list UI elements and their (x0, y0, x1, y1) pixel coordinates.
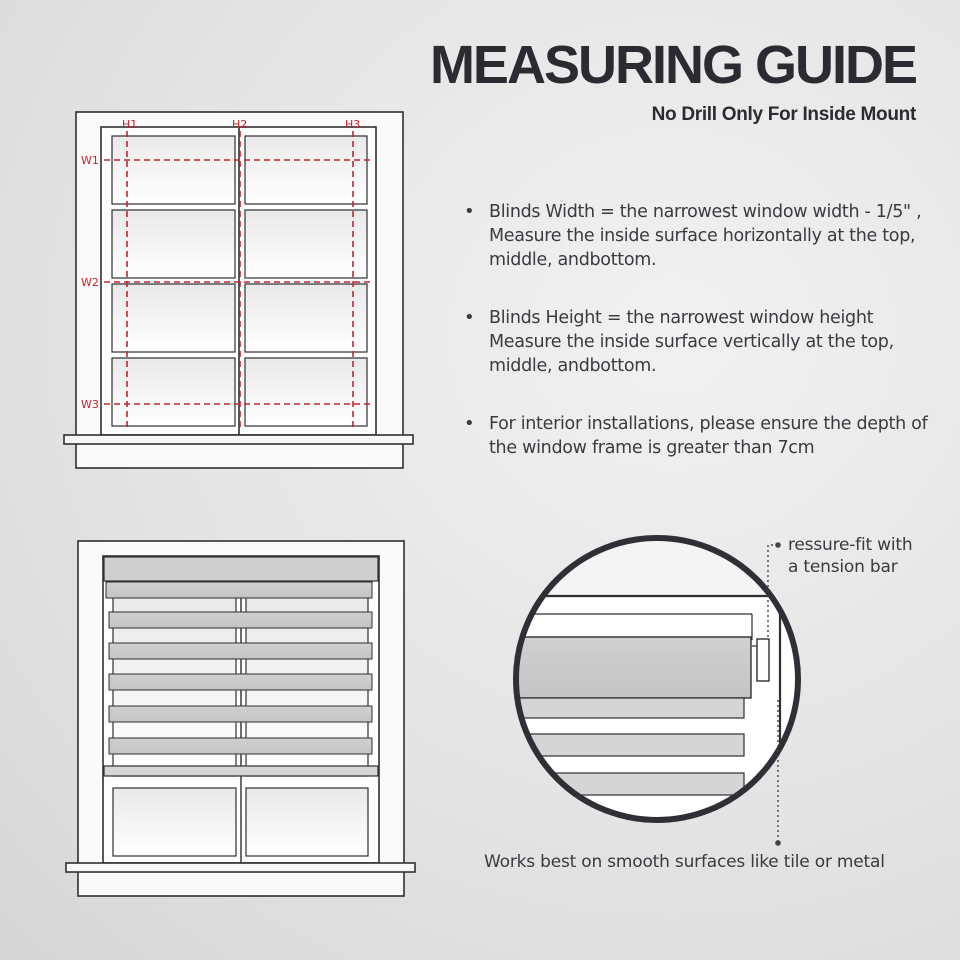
wall-area (500, 520, 820, 596)
headrail-cassette (500, 637, 751, 698)
glass-pane (113, 788, 236, 856)
measurement-window-diagram (64, 112, 413, 468)
width-label-w1: W1 (81, 154, 99, 167)
page-subtitle: No Drill Only For Inside Mount (651, 104, 916, 125)
bullet-icon: • (464, 307, 475, 328)
blind-headrail (104, 557, 378, 581)
leader-dot (775, 840, 781, 846)
instruction-text: Blinds Height = the narrowest window height Measure the inside surface vertically at the top, middle, andbottom. (489, 308, 894, 376)
instruction-text: Blinds Width = the narrowest window width - 1/5" , Measure the inside surface horizontally at the top, middle, andbottom. (489, 202, 922, 270)
tension-bar-callout: ressure-fit with a tension bar (788, 535, 913, 577)
glass-pane (245, 136, 367, 204)
glass-pane (112, 210, 235, 278)
glass-pane (245, 210, 367, 278)
height-label-h2: H2 (232, 118, 248, 131)
bullet-icon: • (464, 201, 475, 222)
blind-slat (109, 612, 372, 628)
bullet-icon: • (464, 413, 475, 434)
glass-pane (246, 788, 368, 856)
tension-bar-closeup (500, 520, 820, 840)
glass-pane (112, 358, 235, 426)
blind-slat (109, 674, 372, 690)
glass-pane (112, 284, 235, 352)
surface-callout: Works best on smooth surfaces like tile or metal (484, 852, 885, 872)
blind-slat (109, 643, 372, 659)
blind-slat (106, 582, 372, 598)
installed-blinds-diagram (66, 541, 415, 896)
leader-dot (775, 542, 781, 548)
height-label-h1: H1 (122, 118, 138, 131)
blind-bottom-rail (104, 766, 378, 776)
window-sill (64, 435, 413, 444)
glass-pane (245, 358, 367, 426)
glass-pane (245, 284, 367, 352)
window-sill (66, 863, 415, 872)
height-label-h3: H3 (345, 118, 361, 131)
width-label-w3: W3 (81, 398, 99, 411)
instruction-text: For interior installations, please ensure the depth of the window frame is greater than 7cm (489, 414, 928, 458)
width-label-w2: W2 (81, 276, 99, 289)
tension-bar-end (757, 639, 769, 681)
blind-slat (500, 773, 744, 795)
blind-slat (109, 738, 372, 754)
page-title: MEASURING GUIDE (429, 35, 916, 95)
glass-pane (112, 136, 235, 204)
blind-slat (500, 698, 744, 718)
blind-slat (109, 706, 372, 722)
